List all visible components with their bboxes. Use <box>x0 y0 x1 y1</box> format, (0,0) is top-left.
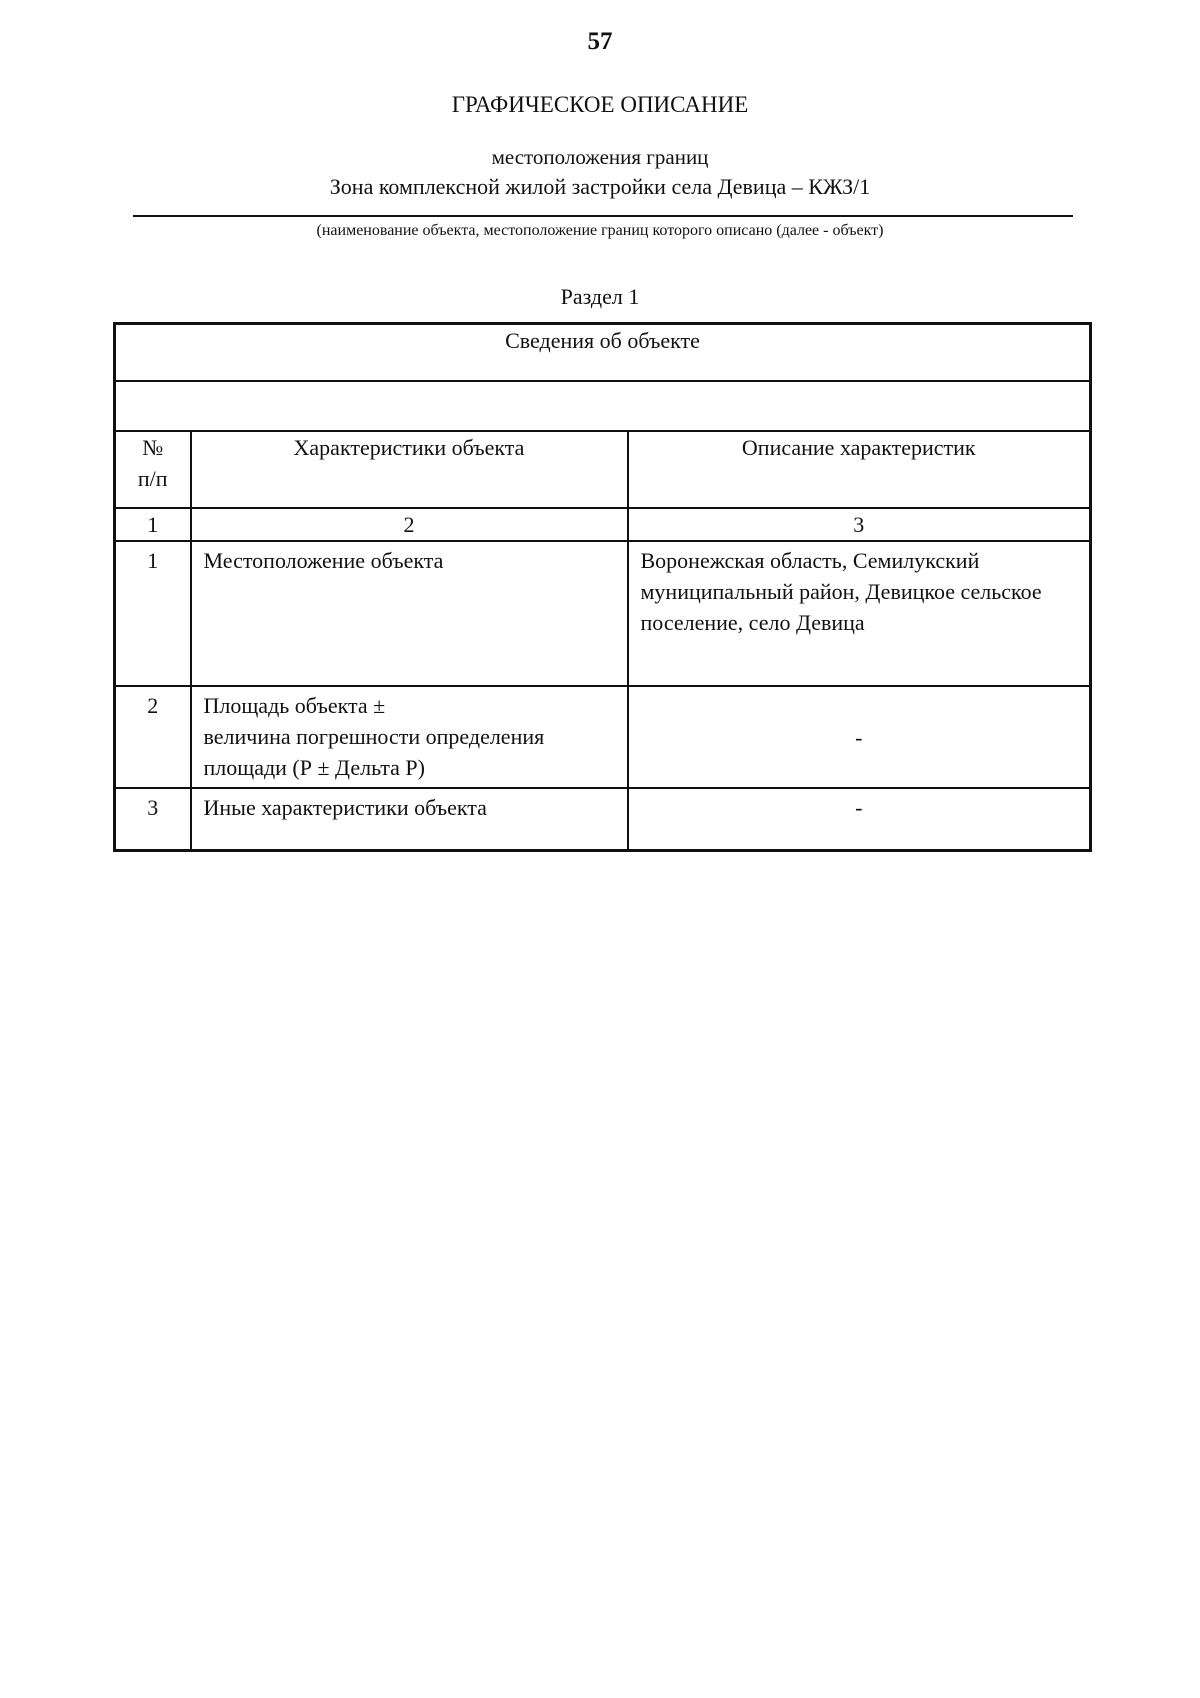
row-number: 2 <box>115 686 191 788</box>
document-subtitle-line1: местоположения границ <box>491 145 709 169</box>
table-empty-row <box>115 381 1091 431</box>
row-description: Воронежская область, Семилукский муниципальный район, Девицкое сельское поселение, село Девица <box>628 541 1091 686</box>
table-header-row <box>115 324 1091 382</box>
table-header: Сведения об объекте <box>115 324 1091 382</box>
column-header-characteristic: Характеристики объекта <box>191 431 628 508</box>
row-characteristic <box>191 686 628 788</box>
column-header-description: Описание характеристик <box>628 431 1091 508</box>
row-description: - <box>628 686 1091 788</box>
column-number: 3 <box>628 508 1091 541</box>
table-row <box>115 541 1091 686</box>
object-info-table <box>113 322 1092 852</box>
row-number: 1 <box>115 541 191 686</box>
column-header-num-line1: № <box>142 435 164 460</box>
row-characteristic: Местоположение объекта <box>191 541 628 686</box>
table-row <box>115 686 1091 788</box>
column-number: 2 <box>191 508 628 541</box>
page-number: 57 <box>587 28 613 55</box>
rule-caption: (наименование объекта, местоположение границ которого описано (далее - объект) <box>316 222 884 239</box>
row-characteristic-line1: Площадь объекта ± <box>203 693 386 718</box>
table-empty-cell <box>115 381 1091 431</box>
column-header-row <box>115 431 1091 508</box>
row-characteristic: Иные характеристики объекта <box>191 788 628 851</box>
document-subtitle-line2: Зона комплексной жилой застройки села Девица – КЖЗ/1 <box>329 174 871 199</box>
row-number: 3 <box>115 788 191 851</box>
column-header-num-line2: п/п <box>137 466 168 491</box>
column-number: 1 <box>115 508 191 541</box>
document-title: ГРАФИЧЕСКОЕ ОПИСАНИЕ <box>451 92 749 117</box>
column-number-row <box>115 508 1091 541</box>
row-characteristic-line2: величина погрешности определения площади (Р ± Дельта Р) <box>203 724 545 780</box>
row-description: - <box>628 788 1091 851</box>
table-row <box>115 788 1091 851</box>
underline-rule <box>133 215 1073 217</box>
column-header-num <box>115 431 191 508</box>
section-title: Раздел 1 <box>560 284 640 309</box>
